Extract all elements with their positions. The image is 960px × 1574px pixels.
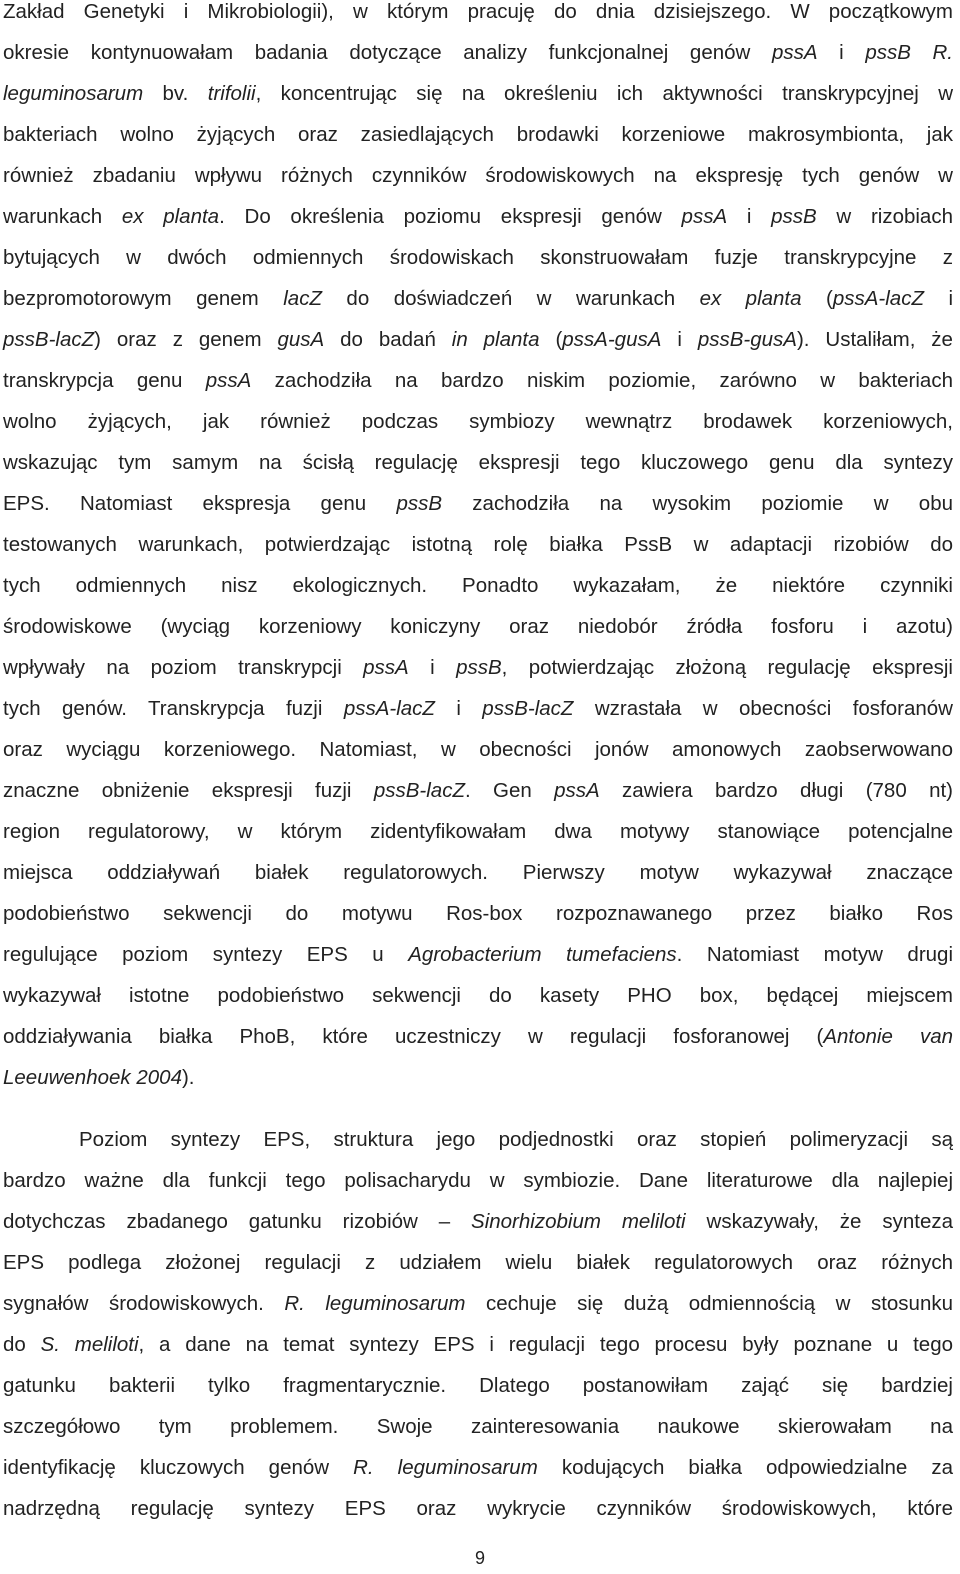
text-run: zachodziła na bardzo niskim poziomie, zarówno w bakteriach — [251, 369, 953, 392]
text-run: wzrastała w obecności fosforanów — [573, 697, 953, 720]
text-line — [3, 483, 953, 524]
text-line — [3, 688, 953, 729]
text-run: do doświadczeń w warunkach — [321, 287, 700, 310]
text-line — [3, 852, 953, 893]
text-line — [3, 196, 953, 237]
text-line — [3, 1324, 953, 1365]
italic-text: R. leguminosarum — [353, 1456, 538, 1479]
italic-text: pssB-lacZ — [3, 328, 95, 351]
text-run: podobieństwo sekwencji do motywu Ros-box rozpoznawanego przez białko Ros — [3, 902, 953, 925]
text-run: region regulatorowy, w którym zidentyfikowałam dwa motywy stanowiące potencjalne — [3, 820, 953, 843]
text-run: w rizobiach — [816, 205, 953, 228]
text-run: . Gen — [464, 779, 555, 802]
italic-text: ex planta — [699, 287, 802, 310]
body-paragraph-2 — [3, 1119, 953, 1529]
text-line — [3, 893, 953, 934]
text-run: cechuje się dużą odmiennością w stosunku — [465, 1292, 954, 1315]
text-run: dotychczas zbadanego gatunku rizobiów – — [3, 1210, 472, 1233]
text-line — [3, 1283, 953, 1324]
text-run: ). Ustaliłam, że — [796, 328, 953, 351]
text-run: znaczne obniżenie ekspresji fuzji — [3, 779, 374, 802]
italic-text: lacZ — [283, 287, 322, 310]
text-line — [3, 606, 953, 647]
text-run: bezpromotorowym genem — [3, 287, 284, 310]
italic-text: Leeuwenhoek 2004 — [3, 1066, 182, 1089]
text-line — [3, 1406, 953, 1447]
text-run: EPS. Natomiast ekspresja genu — [3, 492, 397, 515]
text-run: wskazywały, że synteza — [685, 1210, 953, 1233]
text-run: i — [408, 656, 457, 679]
body-paragraph-1 — [3, 0, 953, 1098]
text-line — [3, 1201, 953, 1242]
text-line — [3, 32, 953, 73]
text-line — [3, 360, 953, 401]
text-line — [3, 319, 953, 360]
text-run: tych odmiennych nisz ekologicznych. Ponadto wykazałam, że niektóre czynniki — [3, 574, 953, 597]
text-line — [3, 1057, 953, 1098]
text-run: EPS podlega złożonej regulacji z udziałem wielu białek regulatorowych oraz różnych — [3, 1251, 953, 1274]
page-number: 9 — [474, 1548, 485, 1568]
text-run: oraz wyciągu korzeniowego. Natomiast, w obecności jonów amonowych zaobserwowano — [3, 738, 953, 761]
text-run: i — [727, 205, 772, 228]
text-run: warunkach — [3, 205, 122, 228]
text-run: i — [434, 697, 483, 720]
text-run: , koncentrując się na określeniu ich aktywności transkrypcyjnej w — [255, 82, 953, 105]
text-run: identyfikację kluczowych genów — [3, 1456, 354, 1479]
text-line — [3, 73, 953, 114]
text-run: ( — [801, 287, 833, 310]
text-run: ( — [539, 328, 563, 351]
text-run: okresie kontynuowałam badania dotyczące analizy funkcjonalnej genów — [3, 41, 772, 64]
text-run: miejsca oddziaływań białek regulatorowych. Pierwszy motyw wykazywał znaczące — [3, 861, 953, 884]
text-line — [3, 1365, 953, 1406]
text-line — [3, 524, 953, 565]
text-line — [3, 729, 953, 770]
text-run: oddziaływania białka PhoB, które uczestniczy w regulacji fosforanowej ( — [3, 1025, 824, 1048]
text-line — [3, 278, 953, 319]
text-line — [3, 1488, 953, 1529]
italic-text: pssA — [205, 369, 252, 392]
text-run: transkrypcja genu — [3, 369, 206, 392]
text-line — [3, 1119, 953, 1160]
text-run: wpływały na poziom transkrypcji — [3, 656, 364, 679]
italic-text: R. leguminosarum — [284, 1292, 466, 1315]
italic-text: pssB-lacZ — [373, 779, 465, 802]
text-run: tych genów. Transkrypcja fuzji — [3, 697, 344, 720]
text-run: i — [661, 328, 698, 351]
text-run: bv. — [143, 82, 208, 105]
text-line — [3, 442, 953, 483]
text-line — [3, 114, 953, 155]
text-run: kodujących białka odpowiedzialne za — [537, 1456, 954, 1479]
italic-text: pssB R. — [865, 41, 953, 64]
italic-text: Antonie van — [823, 1025, 953, 1048]
text-run: ). — [181, 1066, 195, 1089]
text-run: bardzo ważne dla funkcji tego polisacharydu w symbiozie. Dane literaturowe dla najlepiej — [3, 1169, 953, 1192]
italic-text: ex planta — [121, 205, 220, 228]
text-run: wolno żyjących, jak również podczas symbiozy wewnątrz brodawek korzeniowych, — [3, 410, 953, 433]
italic-text: Agrobacterium tumefaciens — [408, 943, 677, 966]
text-run: środowiskowe (wyciąg korzeniowy koniczyny oraz niedobór źródła fosforu i azotu) — [3, 615, 953, 638]
text-line — [3, 237, 953, 278]
text-run: szczegółowo tym problemem. Swoje zainteresowania naukowe skierowałam na — [3, 1415, 953, 1438]
text-run: testowanych warunkach, potwierdzając istotną rolę białka PssB w adaptacji rizobiów do — [3, 533, 953, 556]
text-run: i — [923, 287, 954, 310]
text-run: również zbadaniu wpływu różnych czynników środowiskowych na ekspresję tych genów w — [3, 164, 953, 187]
text-run: zawiera bardzo długi (780 nt) — [599, 779, 953, 802]
italic-text: pssA — [554, 779, 600, 802]
text-run: bakteriach wolno żyjących oraz zasiedlających brodawki korzeniowe makrosymbionta, jak — [3, 123, 953, 146]
text-line — [3, 1016, 953, 1057]
text-line — [3, 811, 953, 852]
text-line — [3, 155, 953, 196]
text-line — [3, 401, 953, 442]
italic-text: gusA — [277, 328, 325, 351]
italic-text: pssB-lacZ — [482, 697, 574, 720]
text-line — [3, 1160, 953, 1201]
italic-text: trifolii — [207, 82, 256, 105]
text-run: Zakład Genetyki i Mikrobiologii), w którym pracuję do dnia dzisiejszego. W początkowym — [3, 0, 953, 23]
text-line — [3, 647, 953, 688]
text-run: nadrzędną regulację syntezy EPS oraz wykrycie czynników środowiskowych, które — [3, 1497, 953, 1520]
italic-text: S. meliloti — [40, 1333, 139, 1356]
text-run: regulujące poziom syntezy EPS u — [3, 943, 409, 966]
italic-text: pssA — [771, 41, 818, 64]
text-run: i — [817, 41, 866, 64]
italic-text: leguminosarum — [3, 82, 144, 105]
text-run: gatunku bakterii tylko fragmentarycznie. Dlatego postanowiłam zająć się bardziej — [3, 1374, 953, 1397]
italic-text: pssA-lacZ — [832, 287, 924, 310]
text-line — [3, 0, 953, 32]
text-run: Poziom syntezy EPS, struktura jego podjednostki oraz stopień polimeryzacji są — [79, 1128, 953, 1151]
italic-text: pssB — [771, 205, 817, 228]
italic-text: pssA-gusA — [562, 328, 662, 351]
text-line — [3, 934, 953, 975]
italic-text: pssB — [396, 492, 443, 515]
text-run: zachodziła na wysokim poziomie w obu — [442, 492, 953, 515]
text-run: , a dane na temat syntezy EPS i regulacji tego procesu były poznane u tego — [138, 1333, 954, 1356]
text-run: sygnałów środowiskowych. — [3, 1292, 285, 1315]
italic-text: pssB-gusA — [697, 328, 797, 351]
italic-text: in planta — [451, 328, 540, 351]
text-line — [3, 565, 953, 606]
text-line — [3, 1242, 953, 1283]
italic-text: Sinorhizobium meliloti — [471, 1210, 686, 1233]
italic-text: pssA — [363, 656, 409, 679]
text-line — [3, 975, 953, 1016]
italic-text: pssA — [681, 205, 728, 228]
text-run: bytujących w dwóch odmiennych środowiskach skonstruowałam fuzje transkrypcyjne z — [3, 246, 953, 269]
italic-text: pssB — [456, 656, 502, 679]
text-run: ) oraz z genem — [94, 328, 278, 351]
text-run: do badań — [324, 328, 452, 351]
text-run: , potwierdzając złożoną regulację ekspresji — [501, 656, 953, 679]
italic-text: pssA-lacZ — [343, 697, 435, 720]
text-run: . Natomiast motyw drugi — [676, 943, 953, 966]
text-run: wykazywał istotne podobieństwo sekwencji do kasety PHO box, będącej miejscem — [3, 984, 953, 1007]
text-run: do — [3, 1333, 41, 1356]
text-run: . Do określenia poziomu ekspresji genów — [219, 205, 682, 228]
text-line — [3, 770, 953, 811]
text-line — [3, 1447, 953, 1488]
text-run: wskazując tym samym na ścisłą regulację ekspresji tego kluczowego genu dla syntezy — [3, 451, 953, 474]
